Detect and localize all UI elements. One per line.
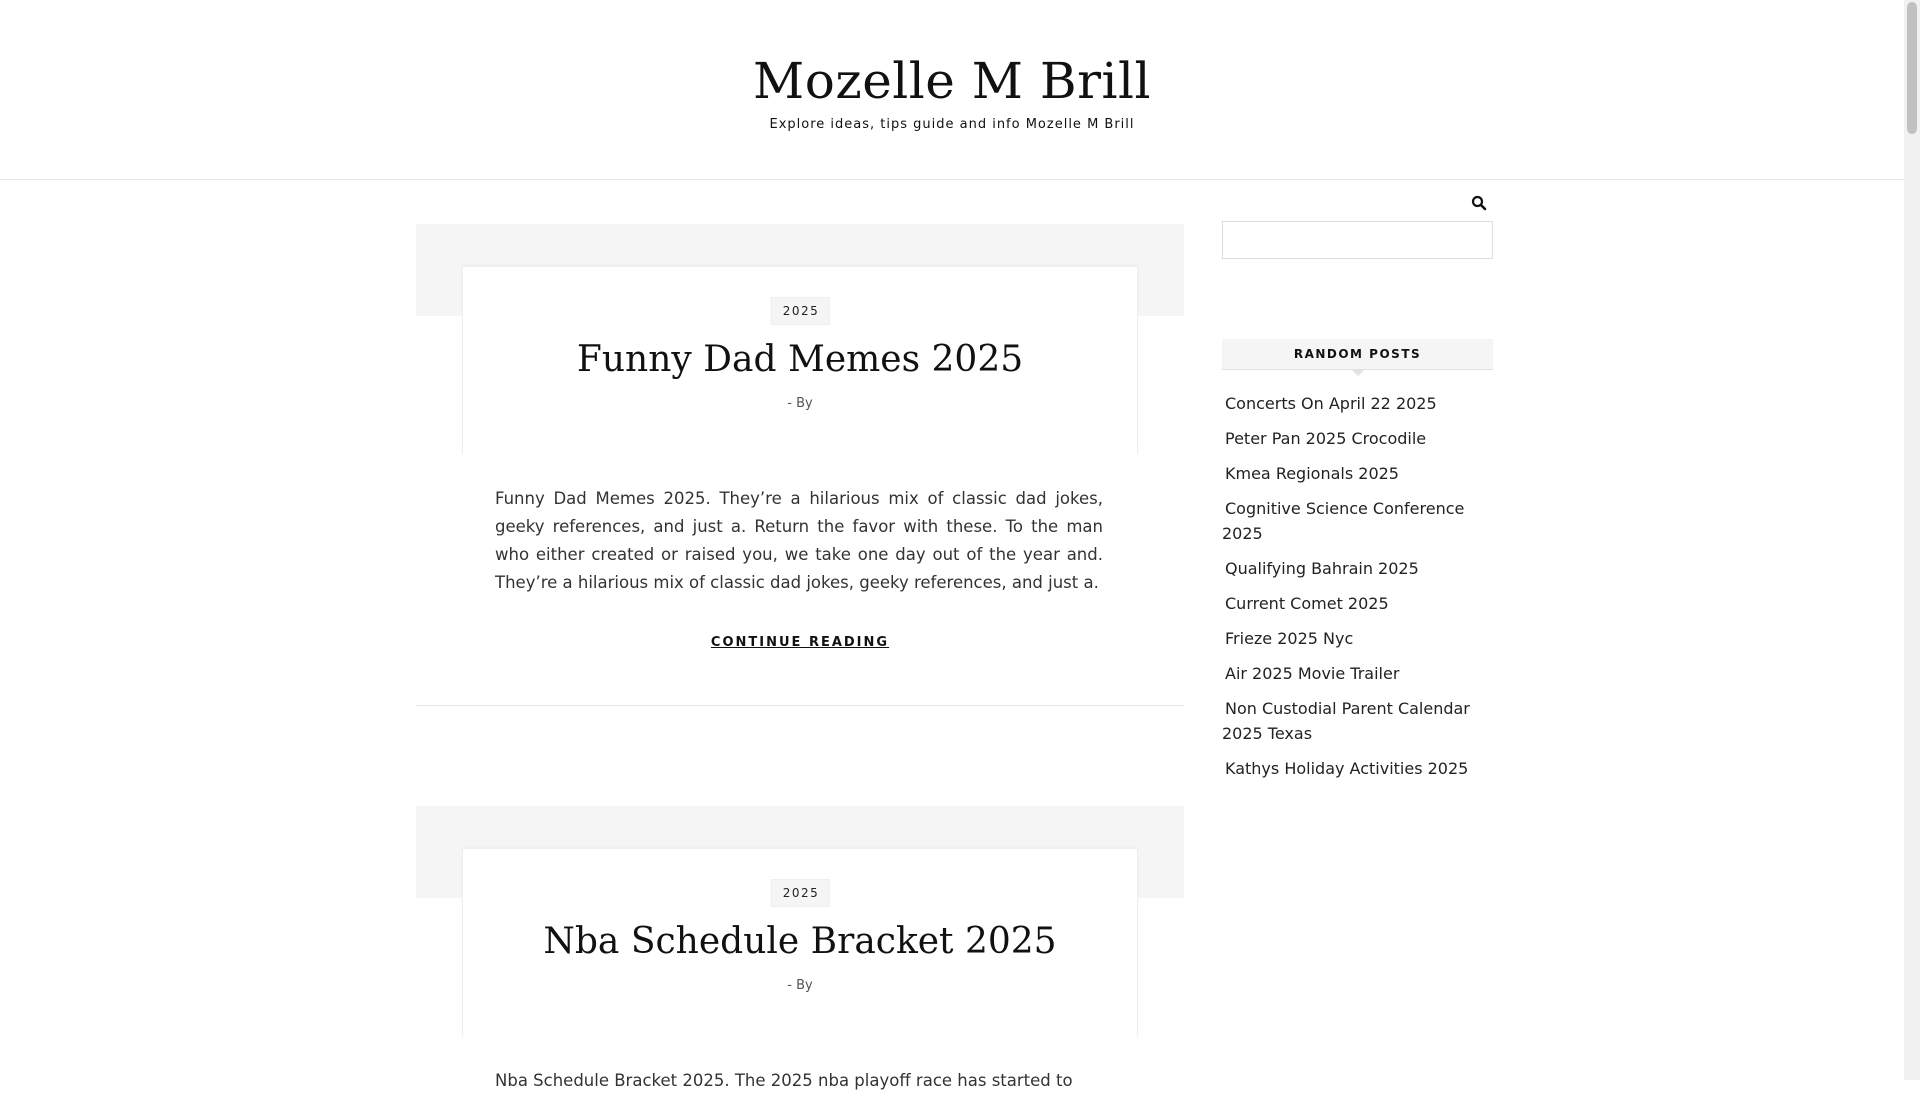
scrollbar-thumb[interactable] [1907, 2, 1917, 134]
random-posts-list [1222, 391, 1493, 791]
site-title[interactable]: Mozelle M Brill [753, 52, 1151, 110]
post-byline: - By [787, 396, 813, 411]
random-post-link[interactable]: Kmea Regionals 2025 [1225, 464, 1399, 483]
random-post-link[interactable]: Concerts On April 22 2025 [1225, 394, 1437, 413]
random-post-link[interactable]: Frieze 2025 Nyc [1225, 629, 1354, 648]
post-category-badge[interactable]: 2025 [771, 297, 830, 325]
post-title[interactable]: Funny Dad Memes 2025 [576, 339, 1024, 380]
post-divider [416, 705, 1184, 706]
post-title[interactable]: Nba Schedule Bracket 2025 [543, 921, 1057, 962]
random-post-link[interactable]: Air 2025 Movie Trailer [1225, 664, 1400, 683]
vertical-scrollbar[interactable] [1904, 0, 1920, 1080]
random-post-link[interactable]: Cognitive Science Conference 2025 [1222, 499, 1465, 543]
post-excerpt: Nba Schedule Bracket 2025. The 2025 nba playoff race has started to [495, 1071, 1073, 1090]
post-byline: - By [787, 978, 813, 993]
random-post-link[interactable]: Peter Pan 2025 Crocodile [1225, 429, 1427, 448]
site-header [0, 0, 1904, 180]
post-category-badge[interactable]: 2025 [771, 879, 830, 907]
random-posts-title [1222, 339, 1493, 370]
post-header-card [462, 266, 1138, 454]
random-post-link[interactable]: Non Custodial Parent Calendar 2025 Texas [1222, 699, 1470, 743]
continue-reading-link[interactable]: CONTINUE READING [710, 635, 890, 650]
site-tagline: Explore ideas, tips guide and info Mozelle M Brill [769, 117, 1135, 132]
random-post-link[interactable]: Kathys Holiday Activities 2025 [1225, 759, 1469, 778]
random-post-link[interactable]: Qualifying Bahrain 2025 [1225, 559, 1419, 578]
search-input[interactable] [1222, 221, 1493, 259]
widget-title-arrow [1351, 369, 1365, 376]
post-excerpt: Funny Dad Memes 2025. They’re a hilarious mix of classic dad jokes, geeky references, and just a. Return the favor with these. To the man who either created or raised you, we take one day out of the year and. They’re a hilarious mix of classic dad jokes, geeky references, and just a. [495, 489, 1103, 592]
random-posts-title-text: RANDOM POSTS [1293, 347, 1422, 361]
post-header-card [462, 848, 1138, 1036]
search-icon[interactable] [1471, 195, 1487, 211]
random-post-link[interactable]: Current Comet 2025 [1225, 594, 1389, 613]
